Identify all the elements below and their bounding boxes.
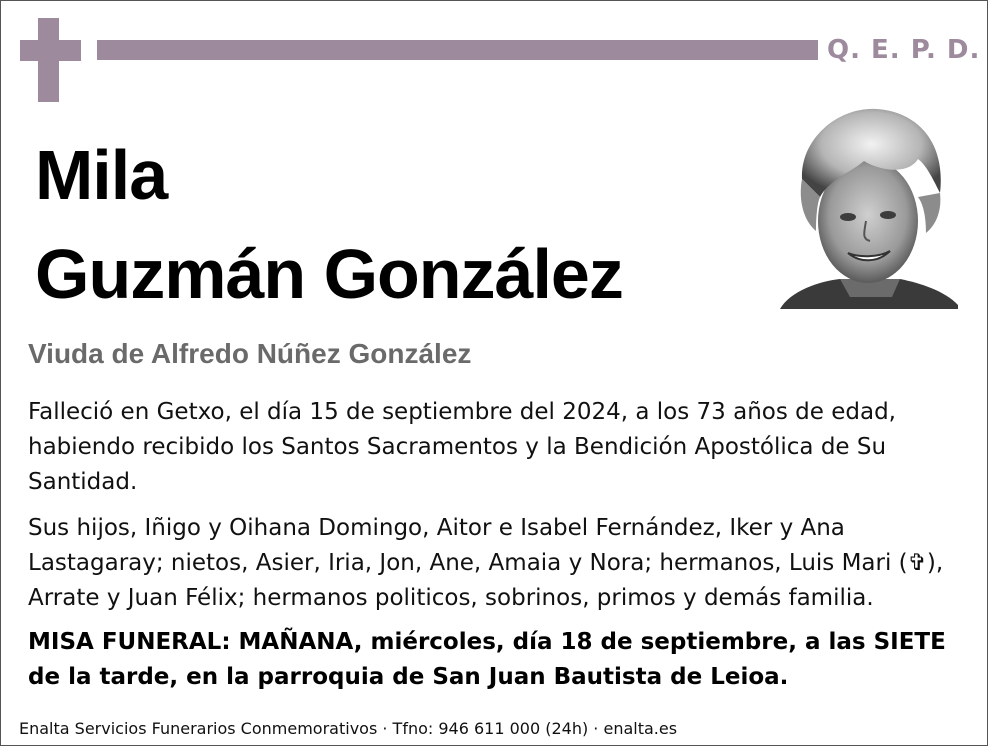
qepd-label: Q. E. P. D. — [827, 35, 981, 65]
deceased-first-name: Mila — [35, 136, 168, 214]
header-rule — [97, 40, 818, 60]
death-notice-paragraph: Falleció en Getxo, el día 15 de septiembre del 2024, a los 73 años de edad, habiendo recibido los Santos Sacramentos y la Bendición Apostólica de Su Santidad. — [28, 399, 896, 495]
funeral-home-footer: Enalta Servicios Funerarios Conmemorativos · Tfno: 946 611 000 (24h) · enalta.es — [19, 719, 678, 738]
portrait-photo — [780, 101, 958, 309]
widow-of-line: Viuda de Alfredo Núñez González — [28, 338, 472, 369]
funeral-mass-paragraph: MISA FUNERAL: MAÑANA, miércoles, día 18 de septiembre, a las SIETE de la tarde, en la parroquia de San Juan Bautista de Leioa. — [28, 629, 946, 690]
deceased-surnames: Guzmán González — [35, 235, 623, 313]
family-paragraph: Sus hijos, Iñigo y Oihana Domingo, Aitor e Isabel Fernández, Iker y Ana Lastagaray; nietos, Asier, Iria, Jon, Ane, Amaia y Nora; hermanos, Luis Mari (✞), Arrate y Juan Félix; hermanos politicos, sobrinos, primos y demás familia. — [28, 515, 944, 611]
